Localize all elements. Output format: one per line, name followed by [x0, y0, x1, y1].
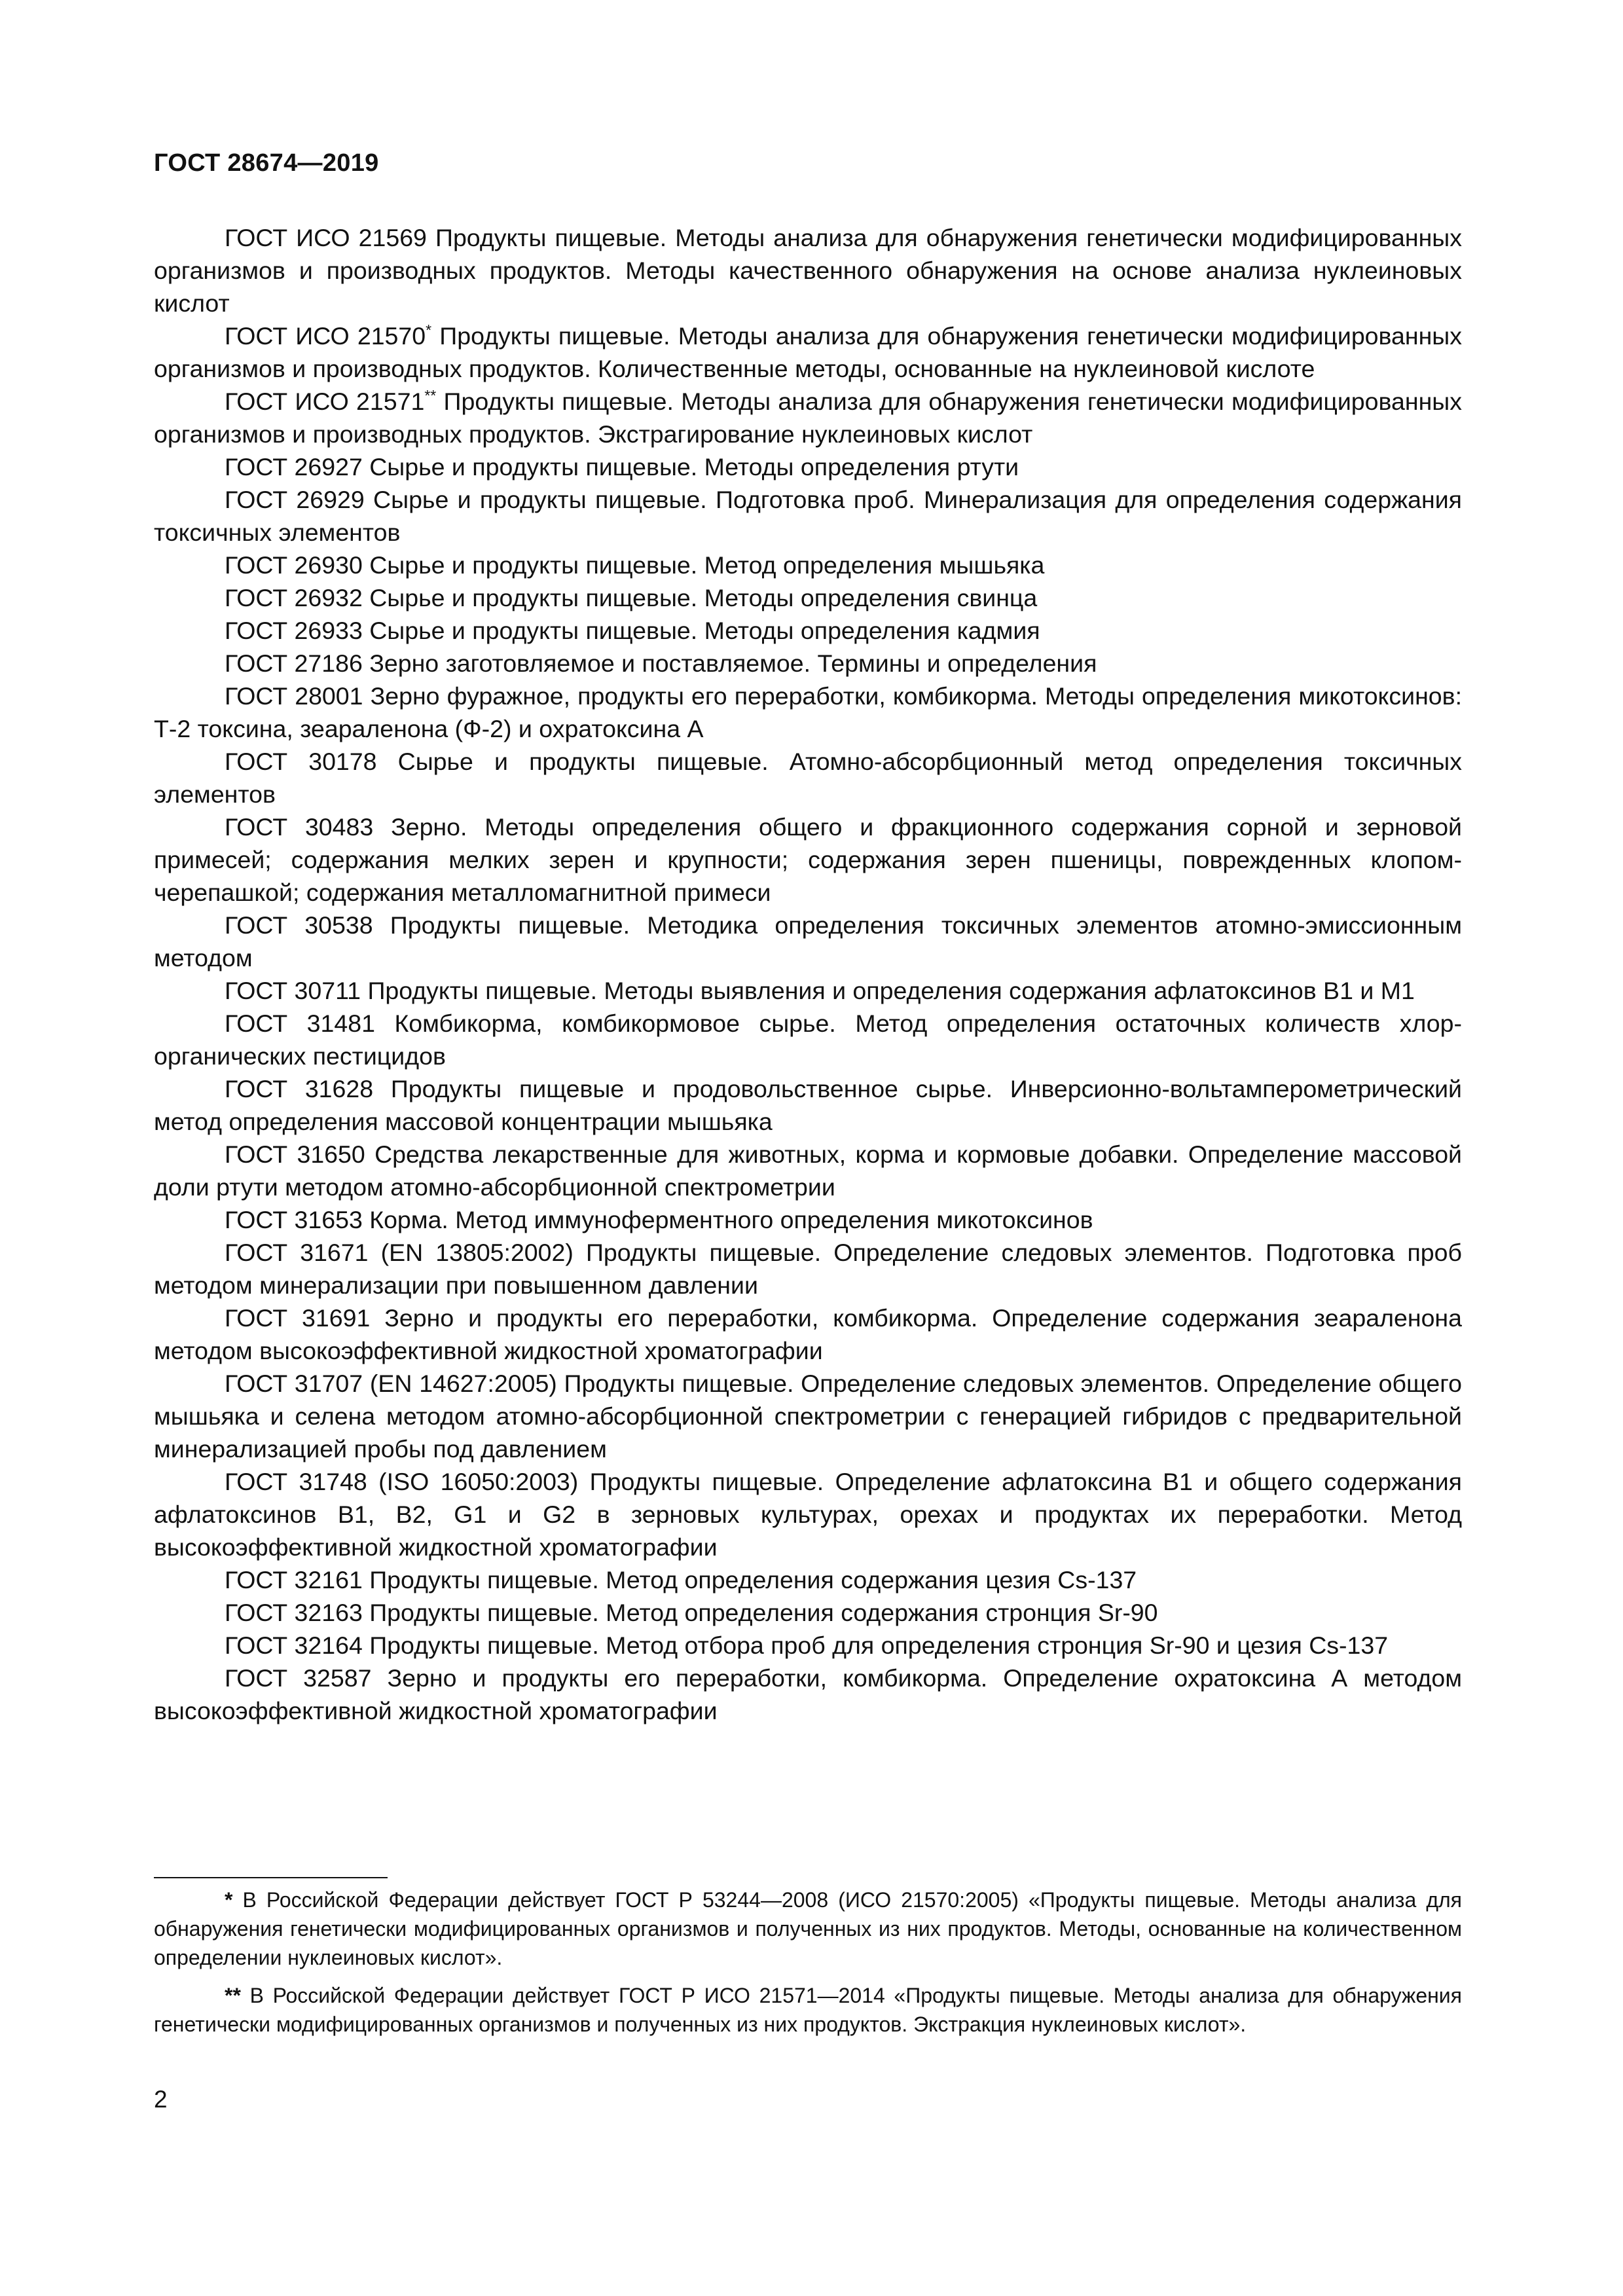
reference-item: ГОСТ 31481 Комбикорма, комбикормовое сырье. Метод определения остаточных количеств хлорорганических пестицидов — [154, 1010, 1462, 1070]
reference-item: ГОСТ ИСО 21569 Продукты пищевые. Методы анализа для обнаружения генетически модифицированных организмов и производных продуктов. Методы качественного обнаружения на основе анализа нуклеиновых кислот — [154, 224, 1462, 317]
footnote-marker: * — [225, 1888, 233, 1912]
reference-item: ГОСТ 30711 Продукты пищевые. Методы выявления и определения содержания афлатоксинов В1 и М1 — [225, 977, 1415, 1004]
reference-item: ГОСТ 30538 Продукты пищевые. Методика определения токсичных элементов атомно-эмиссионным методом — [154, 911, 1462, 972]
reference-item: ГОСТ 26930 Сырье и продукты пищевые. Метод определения мышьяка — [225, 551, 1045, 579]
footnote-marker: * — [426, 321, 432, 338]
footnote-item — [154, 1981, 1462, 2039]
reference-item: ГОСТ 31650 Средства лекарственные для животных, корма и кормовые добавки. Определение массовой доли ртути методом атомно-абсорбционной спектрометрии — [154, 1140, 1462, 1201]
reference-item: ГОСТ 27186 Зерно заготовляемое и поставляемое. Термины и определения — [225, 649, 1097, 677]
document-header: ГОСТ 28674—2019 — [154, 149, 379, 177]
reference-item — [154, 319, 1462, 385]
reference-item: ГОСТ 30178 Сырье и продукты пищевые. Атомно-абсорбционный метод определения токсичных элементов — [154, 748, 1462, 808]
reference-item: ГОСТ 28001 Зерно фуражное, продукты его переработки, комбикорма. Методы определения микотоксинов: Т-2 токсина, зеараленона (Ф-2) и охратоксина А — [154, 682, 1462, 742]
footnote-marker: ** — [424, 387, 437, 404]
reference-item: ГОСТ 26929 Сырье и продукты пищевые. Подготовка проб. Минерализация для определения содержания токсичных элементов — [154, 486, 1462, 546]
reference-item: ГОСТ 32587 Зерно и продукты его переработки, комбикорма. Определение охратоксина А методом высокоэффективной жидкостной хроматографии — [154, 1664, 1462, 1724]
reference-item: ГОСТ 31653 Корма. Метод иммуноферментного определения микотоксинов — [225, 1206, 1093, 1233]
reference-title: Продукты пищевые. Методы анализа для обнаружения генетически модифицированных организмов и производных продуктов. Экстрагирование нуклеиновых кислот — [154, 388, 1463, 448]
reference-title: Продукты пищевые. Методы анализа для обнаружения генетически модифицированных организмов и производных продуктов. Количественные методы, основанные на нуклеиновой кислоте — [154, 322, 1463, 382]
footnote-marker: ** — [225, 1984, 241, 2007]
normative-references-list — [154, 221, 1462, 1727]
footnote-divider — [154, 1877, 388, 1878]
footnote-item — [154, 1886, 1462, 1972]
reference-item: ГОСТ 32161 Продукты пищевые. Метод определения содержания цезия Cs-137 — [225, 1566, 1137, 1594]
reference-item: ГОСТ 30483 Зерно. Методы определения общего и фракционного содержания сорной и зерновой примесей; содержания мелких зерен и крупности; содержания зерен пшеницы, поврежденных клопом-черепашкой; содержания металломагнитной примеси — [154, 813, 1462, 906]
reference-item: ГОСТ 31707 (EN 14627:2005) Продукты пищевые. Определение следовых элементов. Определение общего мышьяка и селена методом атомно-абсорбционной спектрометрии с генерацией гибридов с предварительной минерализацией пробы под давлением — [154, 1370, 1462, 1463]
reference-item: ГОСТ 32163 Продукты пищевые. Метод определения содержания стронция Sr-90 — [225, 1599, 1158, 1626]
reference-item: ГОСТ 26932 Сырье и продукты пищевые. Методы определения свинца — [225, 584, 1038, 611]
reference-item: ГОСТ 31748 (ISO 16050:2003) Продукты пищевые. Определение афлатоксина В1 и общего содержания афлатоксинов В1, В2, G1 и G2 в зерновых культурах, орехах и продуктах их переработки. Метод высокоэффективной жидкостной хроматографии — [154, 1468, 1462, 1561]
footnote-text: В Российской Федерации действует ГОСТ Р 53244—2008 (ИСО 21570:2005) «Продукты пищевые. Методы анализа для обнаружения генетически модифицированных организмов и полученных из них продуктов. Методы, основанные на количественном определении нуклеиновых кислот». — [154, 1888, 1462, 1969]
reference-item — [154, 385, 1462, 450]
reference-item: ГОСТ 31691 Зерно и продукты его переработки, комбикорма. Определение содержания зеараленона методом высокоэффективной жидкостной хроматографии — [154, 1304, 1462, 1364]
page-number: 2 — [154, 2086, 168, 2113]
reference-code: ГОСТ ИСО 21571 — [225, 388, 425, 415]
reference-item: ГОСТ 26933 Сырье и продукты пищевые. Методы определения кадмия — [225, 617, 1040, 644]
reference-item: ГОСТ 31628 Продукты пищевые и продовольственное сырье. Инверсионно-вольтамперометрический метод определения массовой концентрации мышьяка — [154, 1075, 1462, 1135]
footnotes — [154, 1886, 1462, 2048]
reference-item: ГОСТ 26927 Сырье и продукты пищевые. Методы определения ртути — [225, 453, 1019, 481]
reference-code: ГОСТ ИСО 21570 — [225, 322, 426, 350]
reference-item: ГОСТ 31671 (EN 13805:2002) Продукты пищевые. Определение следовых элементов. Подготовка проб методом минерализации при повышенном давлении — [154, 1239, 1462, 1299]
reference-item: ГОСТ 32164 Продукты пищевые. Метод отбора проб для определения стронция Sr-90 и цезия Cs-137 — [225, 1631, 1389, 1659]
footnote-text: В Российской Федерации действует ГОСТ Р ИСО 21571—2014 «Продукты пищевые. Методы анализа для обнаружения генетически модифицированных организмов и полученных из них продуктов. Экстракция нуклеиновых кислот». — [154, 1984, 1462, 2036]
